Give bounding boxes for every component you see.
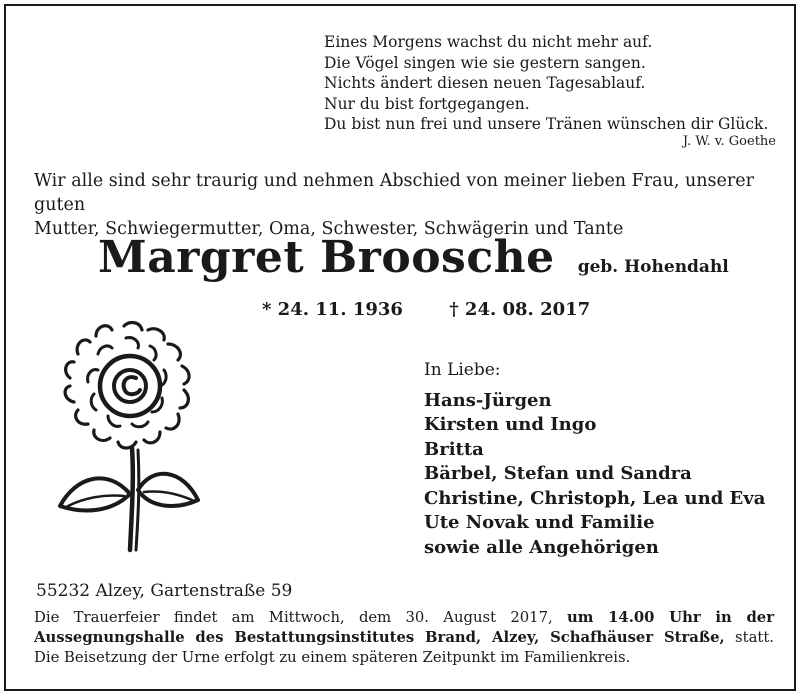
poem-line: Nur du bist fortgegangen.	[324, 94, 530, 113]
mourner-name: Christine, Christoph, Lea und Eva	[424, 487, 766, 509]
poem	[324, 32, 784, 135]
mourners-list	[424, 358, 765, 560]
intro-line: Wir alle sind sehr traurig und nehmen Abschied von meiner lieben Frau, unserer guten	[34, 171, 754, 215]
sunflower-icon	[52, 318, 202, 558]
poem-line: Du bist nun frei und unsere Tränen wünschen dir Glück.	[324, 115, 769, 133]
mourner-name: sowie alle Angehörigen	[424, 536, 659, 558]
deceased-name: Margret Broosche	[98, 232, 555, 283]
poem-line: Die Vögel singen wie sie gestern sangen.	[324, 53, 646, 72]
intro-line: Mutter, Schwiegermutter, Oma, Schwester, Schwägerin und Tante	[34, 219, 624, 239]
mourner-name: Ute Novak und Familie	[424, 512, 655, 533]
poem-line: Nichts ändert diesen neuen Tagesablauf.	[324, 74, 646, 92]
service-location: Aussegnungshalle des Bestattungsinstitutes Brand, Alzey, Schafhäuser Straße,	[34, 629, 725, 646]
life-dates	[262, 299, 590, 320]
poem-line: Eines Morgens wachst du nicht mehr auf.	[324, 33, 653, 51]
address: 55232 Alzey, Gartenstraße 59	[36, 581, 293, 601]
intro-text	[34, 169, 789, 241]
mourners-label: In Liebe:	[424, 360, 501, 380]
mourner-name: Britta	[424, 438, 484, 460]
poem-author: J. W. v. Goethe	[682, 134, 776, 149]
service-text: Die Trauerfeier findet am Mittwoch, dem 30. August 2017,	[34, 609, 567, 626]
birth-date: * 24. 11. 1936	[262, 299, 403, 320]
deceased-name-row	[98, 232, 729, 283]
service-info	[34, 608, 774, 668]
service-time: um 14.00 Uhr in der	[566, 609, 775, 626]
mourner-name: Bärbel, Stefan und Sandra	[424, 463, 692, 484]
service-line	[34, 628, 774, 648]
service-text: statt.	[724, 629, 774, 646]
mourner-name: Hans-Jürgen	[424, 389, 552, 411]
obituary-notice	[4, 4, 796, 691]
mourner-name: Kirsten und Ingo	[424, 414, 597, 435]
death-date: † 24. 08. 2017	[449, 299, 591, 320]
service-line	[34, 608, 774, 628]
birth-name: geb. Hohendahl	[577, 257, 729, 277]
service-line: Die Beisetzung der Urne erfolgt zu einem späteren Zeitpunkt im Familienkreis.	[34, 649, 631, 666]
